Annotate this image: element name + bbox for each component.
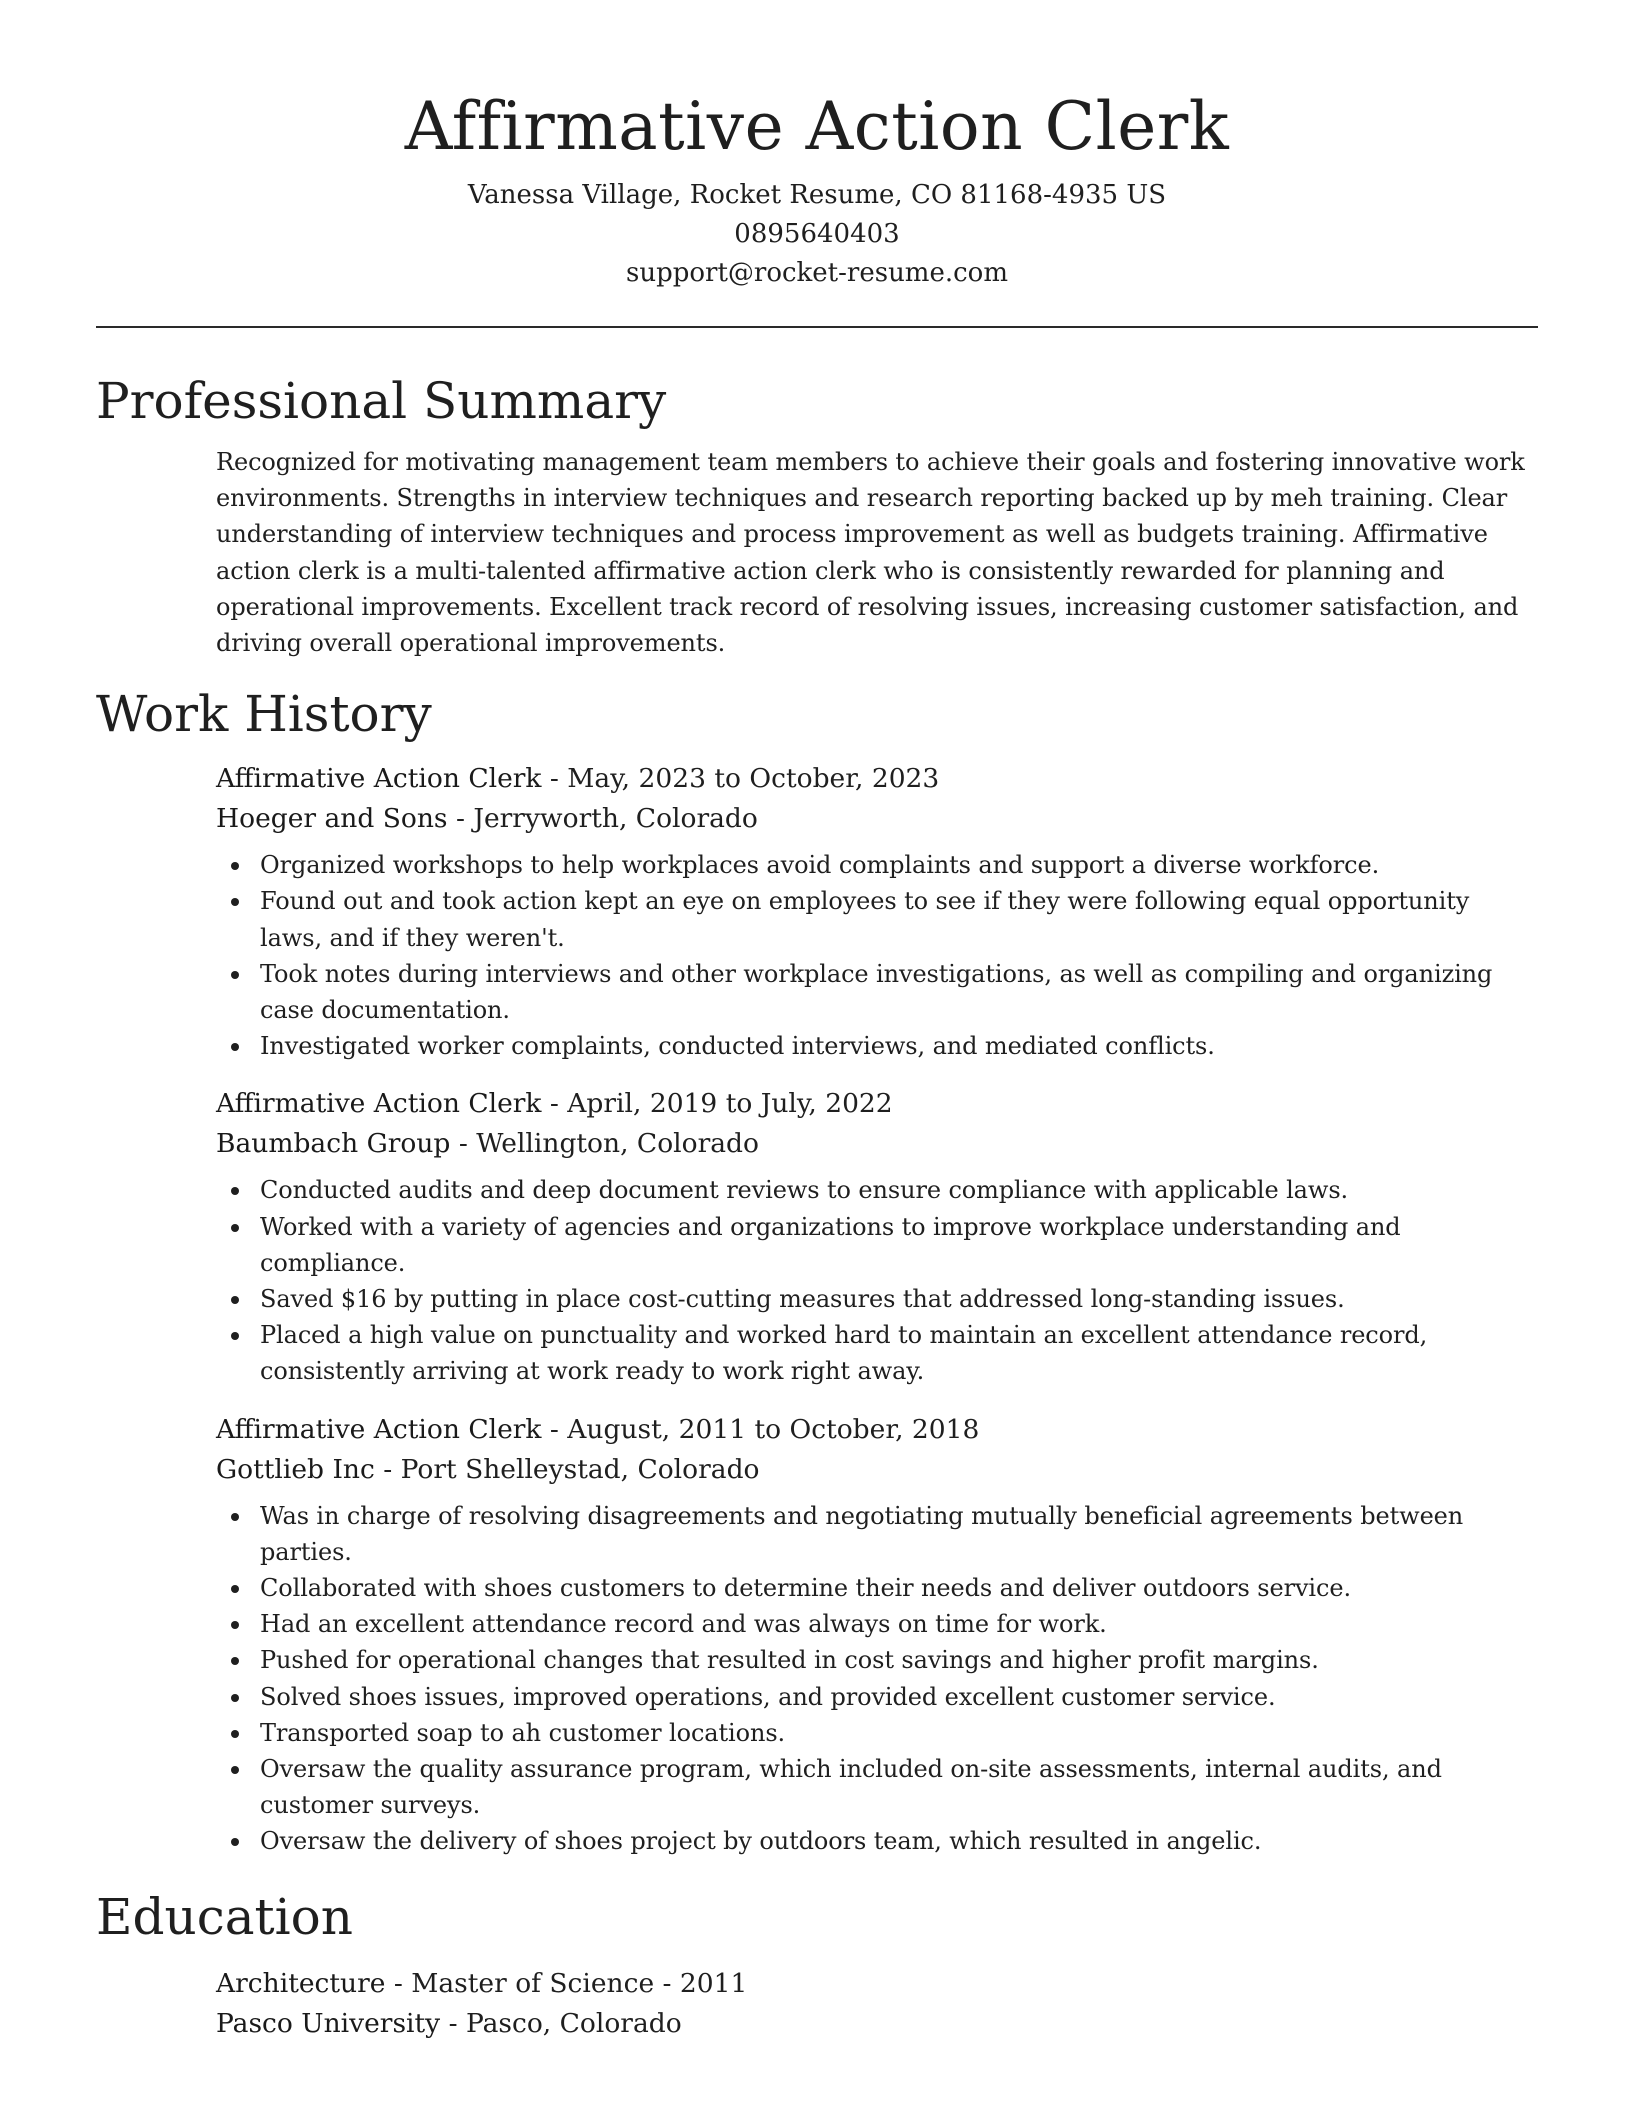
header-divider bbox=[96, 326, 1538, 328]
list-item: Had an excellent attendance record and was always on time for work. bbox=[216, 1606, 1538, 1642]
job-title-line bbox=[216, 759, 1538, 799]
job-company: Hoeger and Sons bbox=[216, 803, 448, 835]
contact-address: Vanessa Village, Rocket Resume, CO 81168-4935 US bbox=[467, 180, 1167, 210]
list-item: Investigated worker complaints, conducted interviews, and mediated conflicts. bbox=[216, 1028, 1538, 1064]
list-item: Oversaw the quality assurance program, which included on-site assessments, internal audits, and customer surveys. bbox=[216, 1751, 1538, 1823]
education-title: Education bbox=[96, 1887, 353, 1946]
list-item: Found out and took action kept an eye on employees to see if they were following equal opportunity laws, and if they weren't. bbox=[216, 883, 1538, 955]
list-item: Worked with a variety of agencies and organizations to improve workplace understanding and compliance. bbox=[216, 1209, 1538, 1281]
list-item: Saved $16 by putting in place cost-cutting measures that addressed long-standing issues. bbox=[216, 1281, 1538, 1317]
work-history-title: Work History bbox=[96, 685, 432, 744]
list-item: Organized workshops to help workplaces avoid complaints and support a diverse workforce. bbox=[216, 847, 1538, 883]
contact-email: support@rocket-resume.com bbox=[625, 258, 1008, 288]
job-bullets bbox=[216, 1498, 1538, 1860]
job-title-line bbox=[216, 1410, 1538, 1450]
job-role: Affirmative Action Clerk bbox=[216, 1088, 542, 1120]
job-dates: - April, 2019 to July, 2022 bbox=[541, 1088, 893, 1120]
education-school: Pasco University bbox=[216, 2007, 441, 2039]
job-entry bbox=[216, 759, 1538, 1064]
job-dates: - August, 2011 to October, 2018 bbox=[541, 1413, 980, 1445]
job-company: Gottlieb Inc bbox=[216, 1453, 375, 1485]
list-item: Transported soap to ah customer locations. bbox=[216, 1715, 1538, 1751]
job-title-line bbox=[216, 1084, 1538, 1124]
list-item: Pushed for operational changes that resulted in cost savings and higher profit margins. bbox=[216, 1642, 1538, 1678]
job-company-line bbox=[216, 1124, 1538, 1164]
education-school-line bbox=[216, 2004, 1538, 2044]
education-degree-line bbox=[216, 1964, 1538, 2004]
list-item: Solved shoes issues, improved operations, and provided excellent customer service. bbox=[216, 1679, 1538, 1715]
job-role: Affirmative Action Clerk bbox=[216, 1413, 542, 1445]
education-field: Architecture bbox=[216, 1967, 386, 1999]
education-section bbox=[96, 1886, 1538, 2044]
resume-header bbox=[96, 0, 1538, 293]
list-item: Was in charge of resolving disagreements and negotiating mutually beneficial agreements between parties. bbox=[216, 1498, 1538, 1570]
job-role: Affirmative Action Clerk bbox=[216, 763, 542, 795]
summary-title: Professional Summary bbox=[96, 372, 667, 430]
job-company-line bbox=[216, 799, 1538, 839]
contact-phone: 0895640403 bbox=[734, 219, 900, 249]
list-item: Placed a high value on punctuality and worked hard to maintain an excellent attendance record, consistently arriving at work ready to work right away. bbox=[216, 1317, 1538, 1389]
education-location: - Pasco, Colorado bbox=[440, 2007, 682, 2039]
resume-page bbox=[96, 0, 1538, 2044]
list-item: Oversaw the delivery of shoes project by outdoors team, which resulted in angelic. bbox=[216, 1823, 1538, 1859]
job-bullets bbox=[216, 847, 1538, 1064]
list-item: Collaborated with shoes customers to determine their needs and deliver outdoors service. bbox=[216, 1570, 1538, 1606]
job-company-line bbox=[216, 1450, 1538, 1490]
education-degree-year: - Master of Science - 2011 bbox=[385, 1967, 748, 1999]
summary-text: Recognized for motivating management team members to achieve their goals and fostering innovative work environments. Strengths in interview techniques and research reporting backed up by meh training. Clear understanding of interview techniques and process improvement as well as budgets training. Affirmative action clerk is a multi-talented affirmative action clerk who is consistently rewarded for planning and operational improvements. Excellent track record of resolving issues, increasing customer satisfaction, and driving overall operational improvements. bbox=[216, 448, 1525, 658]
contact-block bbox=[96, 176, 1538, 293]
job-location: - Port Shelleystad, Colorado bbox=[374, 1453, 760, 1485]
job-dates: - May, 2023 to October, 2023 bbox=[541, 763, 940, 795]
job-company: Baumbach Group bbox=[216, 1128, 451, 1160]
candidate-name: Affirmative Action Clerk bbox=[404, 88, 1230, 165]
job-entry bbox=[216, 1084, 1538, 1389]
work-history-section bbox=[96, 683, 1538, 1859]
list-item: Took notes during interviews and other workplace investigations, as well as compiling and organizing case documentation. bbox=[216, 956, 1538, 1028]
job-entry bbox=[216, 1410, 1538, 1860]
job-bullets bbox=[216, 1172, 1538, 1389]
education-entry bbox=[216, 1964, 1538, 2044]
job-location: - Wellington, Colorado bbox=[450, 1128, 759, 1160]
list-item: Conducted audits and deep document reviews to ensure compliance with applicable laws. bbox=[216, 1172, 1538, 1208]
summary-section bbox=[96, 370, 1538, 661]
job-location: - Jerryworth, Colorado bbox=[447, 803, 758, 835]
